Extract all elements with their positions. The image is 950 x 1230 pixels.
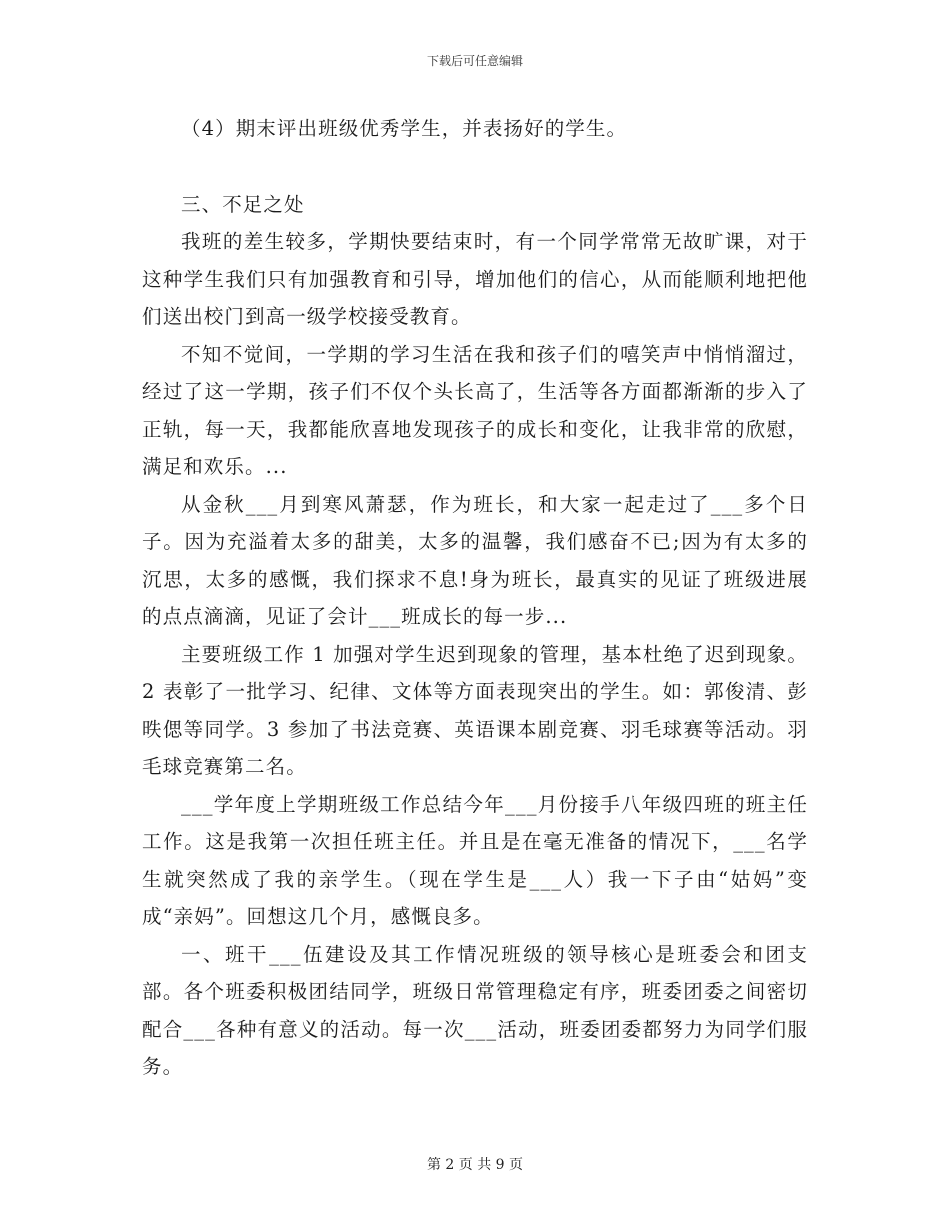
paragraph-item-4: （4）期末评出班级优秀学生，并表扬好的学生。 [181, 117, 628, 140]
paragraph-class-cadre: 一、班干___伍建设及其工作情况班级的领导核心是班委会和团支部。各个班委积极团结同学，班级日常管理稳定有序，班委团委之间密切配合___各种有意义的活动。每一次___活动，班委团委都努力为同学们服务。 [142, 942, 808, 1078]
paragraph-gap [142, 148, 808, 186]
paragraph-term-summary: ___学年度上学期班级工作总结今年___月份接手八年级四班的班主任工作。这是我第一次担任班主任。并且是在毫无准备的情况下，___名学生就突然成了我的亲学生。（现在学生是___人）我一下子由“姑妈”变成“亲妈”。回想这几个月，感慨良多。 [142, 792, 808, 928]
paragraph-semester-reflection: 不知不觉间，一学期的学习生活在我和孩子们的嘻笑声中悄悄溜过，经过了这一学期，孩子们不仅个头长高了，生活等各方面都渐渐的步入了正轨，每一天，我都能欣喜地发现孩子的成长和变化，让我非常的欣慰，满足和欢乐。... [142, 342, 808, 478]
page-header: 下载后可任意编辑 [426, 54, 523, 68]
paragraph-class-monitor: 从金秋___月到寒风萧瑟，作为班长，和大家一起走过了___多个日子。因为充溢着太多的甜美，太多的温馨，我们感奋不已;因为有太多的沉思，太多的感慨，我们探求不息!身为班长，最真实的见证了班级进展的点点滴滴，见证了会计___班成长的每一步... [142, 492, 808, 628]
document-body [142, 110, 808, 1086]
page-number: 第 2 页 共 9 页 [426, 1157, 524, 1173]
paragraph-poor-students: 我班的差生较多，学期快要结束时，有一个同学常常无故旷课，对于这种学生我们只有加强教育和引导，增加他们的信心，从而能顺利地把他们送出校门到高一级学校接受教育。 [142, 230, 808, 328]
paragraph-main-class-work: 主要班级工作 1 加强对学生迟到现象的管理，基本杜绝了迟到现象。2 表彰了一批学习、纪律、文体等方面表现突出的学生。如：郭俊清、彭昳偲等同学。3 参加了书法竞赛、英语课本剧竞赛、羽毛球赛等活动。羽毛球竞赛第二名。 [142, 642, 808, 778]
section-heading-shortcomings: 三、不足之处 [181, 192, 305, 216]
